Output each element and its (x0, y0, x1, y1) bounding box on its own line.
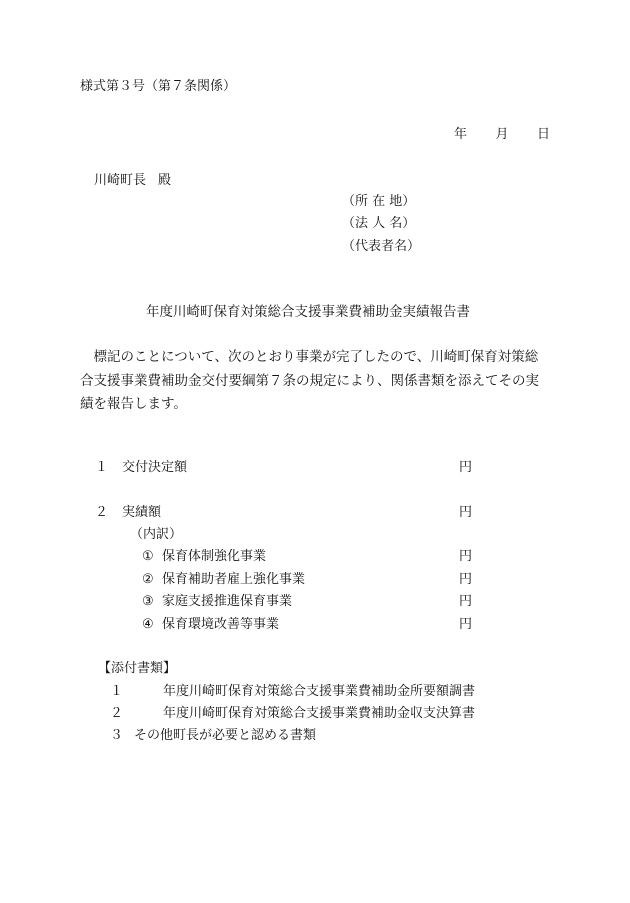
addressee-title: 殿 (158, 173, 172, 188)
breakdown-unit: 円 (459, 572, 473, 587)
breakdown-mark: ④ (142, 617, 154, 632)
date-year: 年 (454, 127, 468, 142)
attachments-heading: 【添付書類】 (98, 661, 177, 676)
attachment-number: ２ (110, 706, 124, 721)
breakdown-label: （内訳） (130, 527, 183, 542)
breakdown-label-item: 保育環境改善等事業 (162, 617, 280, 632)
item-unit: 円 (459, 505, 473, 520)
breakdown-unit: 円 (459, 549, 473, 564)
attachment-label: 年度川崎町保育対策総合支援事業費補助金収支決算書 (163, 706, 476, 721)
breakdown-unit: 円 (459, 617, 473, 632)
body-paragraph (80, 346, 562, 417)
attachment-number: １ (110, 684, 124, 699)
attachment-label: その他町長が必要と認める書類 (134, 728, 317, 743)
document-title: 年度川崎町保育対策総合支援事業費補助金実績報告書 (146, 304, 470, 320)
breakdown-unit: 円 (459, 594, 473, 609)
item-label-actual-amount: 実績額 (122, 505, 162, 520)
addressee (94, 172, 171, 190)
attachment-number: ３ (110, 728, 124, 743)
sender-location: （所 在 地） (342, 194, 416, 209)
breakdown-mark: ③ (142, 594, 154, 609)
date-line (454, 126, 550, 144)
breakdown-mark: ① (142, 549, 154, 564)
item-number: ２ (95, 505, 109, 520)
date-month: 月 (495, 127, 509, 142)
item-label-grant-decision: 交付決定額 (122, 460, 188, 475)
addressee-name: 川崎町長 (94, 173, 147, 188)
item-number: １ (95, 460, 109, 475)
body-line: 合支援事業費補助金交付要綱第７条の規定により、関係書類を添えてその実 (80, 372, 539, 389)
form-number: 様式第３号（第７条関係） (80, 79, 237, 94)
breakdown-label-item: 家庭支援推進保育事業 (162, 594, 293, 609)
breakdown-label-item: 保育体制強化事業 (162, 549, 267, 564)
breakdown-mark: ② (142, 572, 154, 587)
item-unit: 円 (459, 460, 473, 475)
breakdown-label-item: 保育補助者雇上強化事業 (162, 572, 306, 587)
sender-representative: （代表者名） (342, 239, 421, 254)
sender-corporate-name: （法 人 名） (342, 216, 416, 231)
body-line: 績を報告します。 (80, 396, 187, 412)
body-line: 標記のことについて、次のとおり事業が完了したので、川崎町保育対策総 (80, 349, 539, 365)
attachment-label: 年度川崎町保育対策総合支援事業費補助金所要額調書 (163, 684, 476, 699)
date-day: 日 (536, 127, 550, 142)
